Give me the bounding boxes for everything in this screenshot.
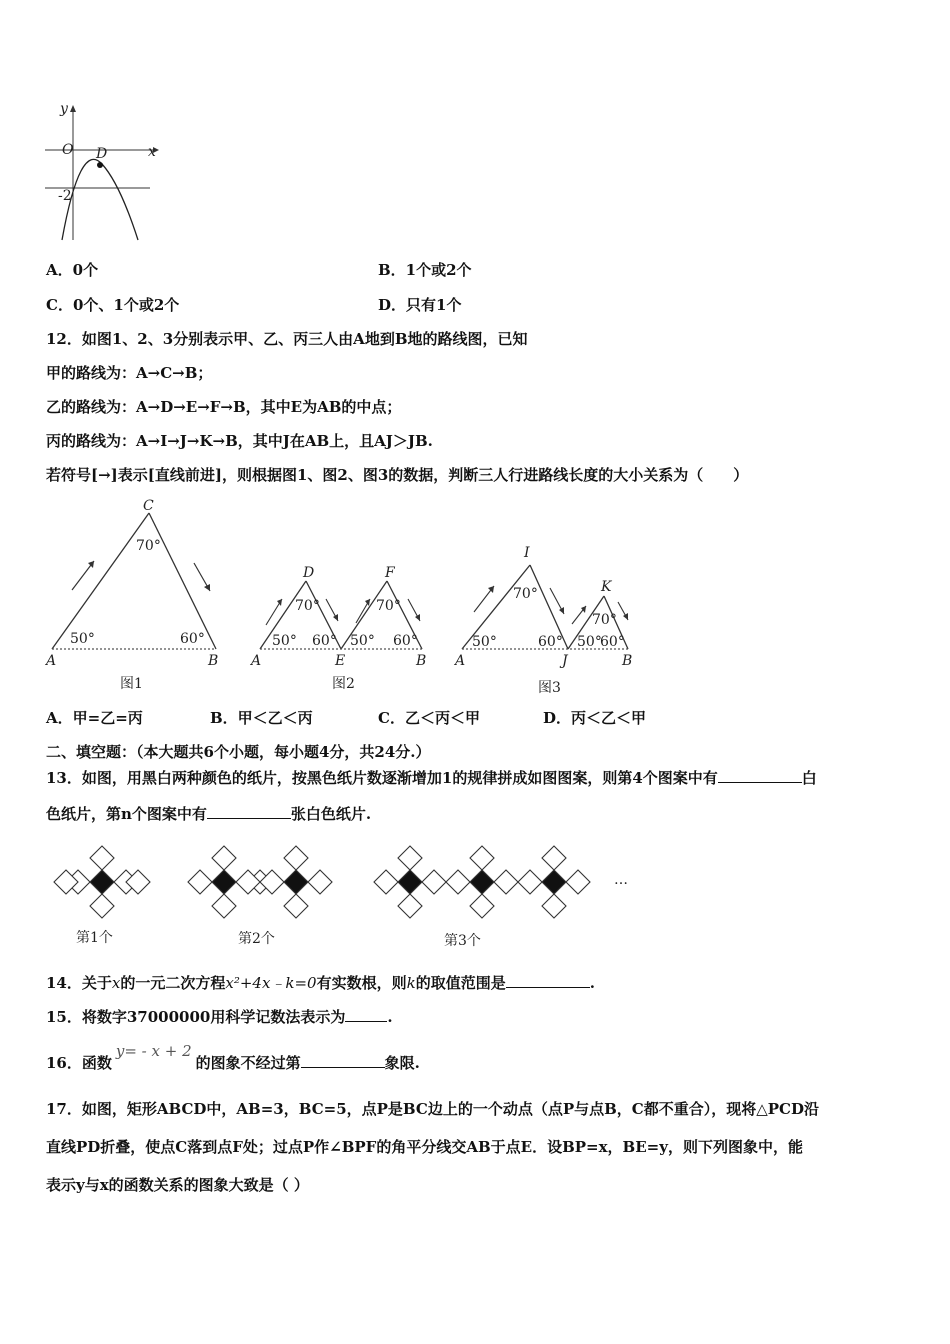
- route-figure-1: [44, 495, 234, 695]
- q12-line5: 若符号[→]表示[直线前进]，则根据图1、图2、图3的数据，判断三人行进路线长度的大小关系为（ ）: [46, 466, 749, 484]
- q17-line2: 直线PD折叠，使点C落到点F处；过点P作∠BPF的角平分线交AB于点E．设BP=x，BE=y，则下列图象中，能: [46, 1138, 803, 1156]
- q16-prefix: 16．函数: [46, 1054, 112, 1072]
- black-tile: [90, 870, 114, 894]
- white-tile: [566, 870, 590, 894]
- pattern-ellipsis: …: [614, 872, 628, 888]
- q16-mid: 的图象不经过第: [195, 1054, 301, 1072]
- black-tile: [470, 870, 494, 894]
- fig2-apex2-angle: 70°: [376, 598, 401, 614]
- q13-line1: [46, 768, 817, 788]
- pattern-2-caption: 第2个: [238, 931, 275, 947]
- q11-option-c: C．0个、1个或2个: [46, 296, 180, 314]
- fig2-apex1-angle: 70°: [295, 598, 320, 614]
- q14-var-k: k: [406, 974, 416, 992]
- vertex-label: D: [96, 146, 108, 162]
- q14-blank[interactable]: [506, 973, 590, 988]
- q12-line4: 丙的路线为：A→I→J→K→B，其中J在AB上，且AJ＞JB.: [46, 432, 433, 450]
- white-tile: [188, 870, 212, 894]
- black-tile: [212, 870, 236, 894]
- q13-line1-text: 13．如图，用黑白两种颜色的纸片，按黑色纸片数逐渐增加1的规律拼成如图图案，则第4个图案中有: [46, 769, 718, 787]
- fig2-apex2-label: F: [385, 565, 395, 581]
- white-tile: [422, 870, 446, 894]
- fig3-apex1-label: I: [524, 545, 530, 561]
- y-axis-label: y: [60, 101, 68, 117]
- q17-line3: 表示y与x的函数关系的图象大致是（ ）: [46, 1176, 309, 1194]
- white-tile: [398, 894, 422, 918]
- q16-blank[interactable]: [301, 1053, 385, 1068]
- white-tile: [542, 894, 566, 918]
- q14-end: .: [589, 974, 595, 992]
- q15-line: [46, 1007, 393, 1027]
- q14-mid: 的一元二次方程: [120, 974, 226, 992]
- y-axis-arrow: [70, 105, 76, 112]
- white-tile: [542, 846, 566, 870]
- white-tile: [374, 870, 398, 894]
- q13-line2-text: 色纸片，第n个图案中有: [46, 805, 207, 823]
- fig1-segment-ac: [52, 513, 149, 649]
- tile-pattern-figure: [46, 842, 646, 952]
- fig2-right-angle-1: 60°: [312, 633, 337, 649]
- white-tile: [494, 870, 518, 894]
- fig3-arrow-2-head: [559, 607, 564, 614]
- fig3-caption: 图3: [538, 680, 561, 696]
- q14-equation: x²+4x﹣k=0: [225, 974, 317, 992]
- q13-line2: [46, 804, 371, 824]
- parabola-graph: [40, 100, 165, 245]
- fig3-apex2-label: K: [601, 579, 612, 595]
- white-tile: [470, 846, 494, 870]
- white-tile: [446, 870, 470, 894]
- q12-line1: 12．如图1、2、3分别表示甲、乙、丙三人由A地到B地的路线图，已知: [46, 330, 528, 348]
- fig2-left-angle-1: 50°: [272, 633, 297, 649]
- q15-end: .: [387, 1008, 393, 1026]
- q12-option-a: A．甲=乙=丙: [46, 709, 143, 727]
- q12-option-d: D．丙＜乙＜甲: [543, 709, 647, 727]
- q12-line3: 乙的路线为：A→D→E→F→B，其中E为AB的中点；: [46, 398, 402, 416]
- q15-blank[interactable]: [345, 1007, 387, 1022]
- fig3-left-angle-2: 50°: [577, 634, 602, 650]
- black-tile: [398, 870, 422, 894]
- pattern-2: [188, 846, 332, 918]
- q12-line2: 甲的路线为：A→C→B；: [46, 364, 213, 382]
- fig1-apex-label: C: [143, 498, 154, 514]
- white-tile: [212, 894, 236, 918]
- fig1-apex-angle: 70°: [136, 538, 161, 554]
- fig2-arrow-4-head: [415, 614, 420, 621]
- q13-blank-2[interactable]: [207, 804, 291, 819]
- vertex-point: [97, 162, 103, 168]
- fig2-right-label: B: [416, 653, 427, 669]
- y-intercept-label: -2: [58, 188, 72, 204]
- fig3-mid-label: J: [562, 653, 568, 669]
- fig3-right-angle-2: 60°: [600, 634, 625, 650]
- white-tile: [284, 894, 308, 918]
- pattern-1-caption: 第1个: [76, 930, 113, 946]
- q16-formula: y= - x + 2: [115, 1042, 192, 1060]
- pattern-3-caption: 第3个: [444, 933, 481, 949]
- q12-option-c: C．乙＜丙＜甲: [378, 709, 480, 727]
- fig2-left-label: A: [251, 653, 262, 669]
- q13-line1-end: 白: [801, 769, 817, 787]
- route-figure-2: [248, 555, 438, 700]
- fig1-segment-cb: [149, 513, 216, 649]
- white-tile: [212, 846, 236, 870]
- origin-label: O: [62, 142, 74, 158]
- q11-option-a: A．0个: [46, 261, 99, 279]
- q11-option-d: D．只有1个: [378, 296, 462, 314]
- q13-line2-end: 张白色纸片.: [290, 805, 372, 823]
- fig1-right-angle: 60°: [180, 631, 205, 647]
- q14-var-x: x: [111, 974, 121, 992]
- q16-suffix: 象限.: [384, 1054, 420, 1072]
- fig1-caption: 图1: [120, 676, 143, 692]
- q14-after-eq: 有实数根，则: [316, 974, 407, 992]
- fig2-arrow-3-head: [365, 599, 370, 606]
- white-tile: [284, 846, 308, 870]
- fig1-right-label: B: [208, 653, 219, 669]
- fig3-left-label: A: [455, 653, 466, 669]
- fig1-left-label: A: [46, 653, 57, 669]
- fig2-left-angle-2: 50°: [350, 633, 375, 649]
- fig2-caption: 图2: [332, 676, 355, 692]
- fig2-arrow-2-head: [333, 614, 338, 621]
- q13-blank-1[interactable]: [718, 768, 802, 783]
- fig2-mid-label: E: [335, 653, 346, 669]
- fig3-left-angle-1: 50°: [472, 634, 497, 650]
- white-tile: [470, 894, 494, 918]
- fig2-right-angle-2: 60°: [393, 633, 418, 649]
- black-tile: [284, 870, 308, 894]
- x-axis-label: x: [148, 144, 156, 160]
- black-tile: [542, 870, 566, 894]
- fig3-right-angle-1: 60°: [538, 634, 563, 650]
- q14-line: [46, 973, 595, 993]
- fig3-apex1-angle: 70°: [513, 586, 538, 602]
- q16-line: [46, 1042, 420, 1073]
- fig2-apex1-label: D: [303, 565, 315, 581]
- white-tile: [518, 870, 542, 894]
- white-tile: [90, 846, 114, 870]
- fig3-apex2-angle: 70°: [592, 612, 617, 628]
- q15-text: 15．将数字37000000用科学记数法表示为: [46, 1008, 346, 1026]
- white-tile: [90, 894, 114, 918]
- q11-option-b: B．1个或2个: [378, 261, 472, 279]
- pattern-3: [374, 846, 590, 918]
- q12-option-b: B．甲＜乙＜丙: [210, 709, 313, 727]
- white-tile: [398, 846, 422, 870]
- fig1-left-angle: 50°: [70, 631, 95, 647]
- section-2-heading: 二、填空题：（本大题共6个小题，每小题4分，共24分.）: [46, 743, 431, 761]
- route-figure-3: [450, 540, 645, 700]
- fig3-arrow-4-head: [623, 613, 628, 620]
- fig3-right-label: B: [622, 653, 633, 669]
- q17-line1: 17．如图，矩形ABCD中，AB=3，BC=5，点P是BC边上的一个动点（点P与点B，C都不重合），现将△PCD沿: [46, 1100, 819, 1118]
- q14-suffix: 的取值范围是: [415, 974, 506, 992]
- q14-prefix: 14．关于: [46, 974, 112, 992]
- white-tile: [308, 870, 332, 894]
